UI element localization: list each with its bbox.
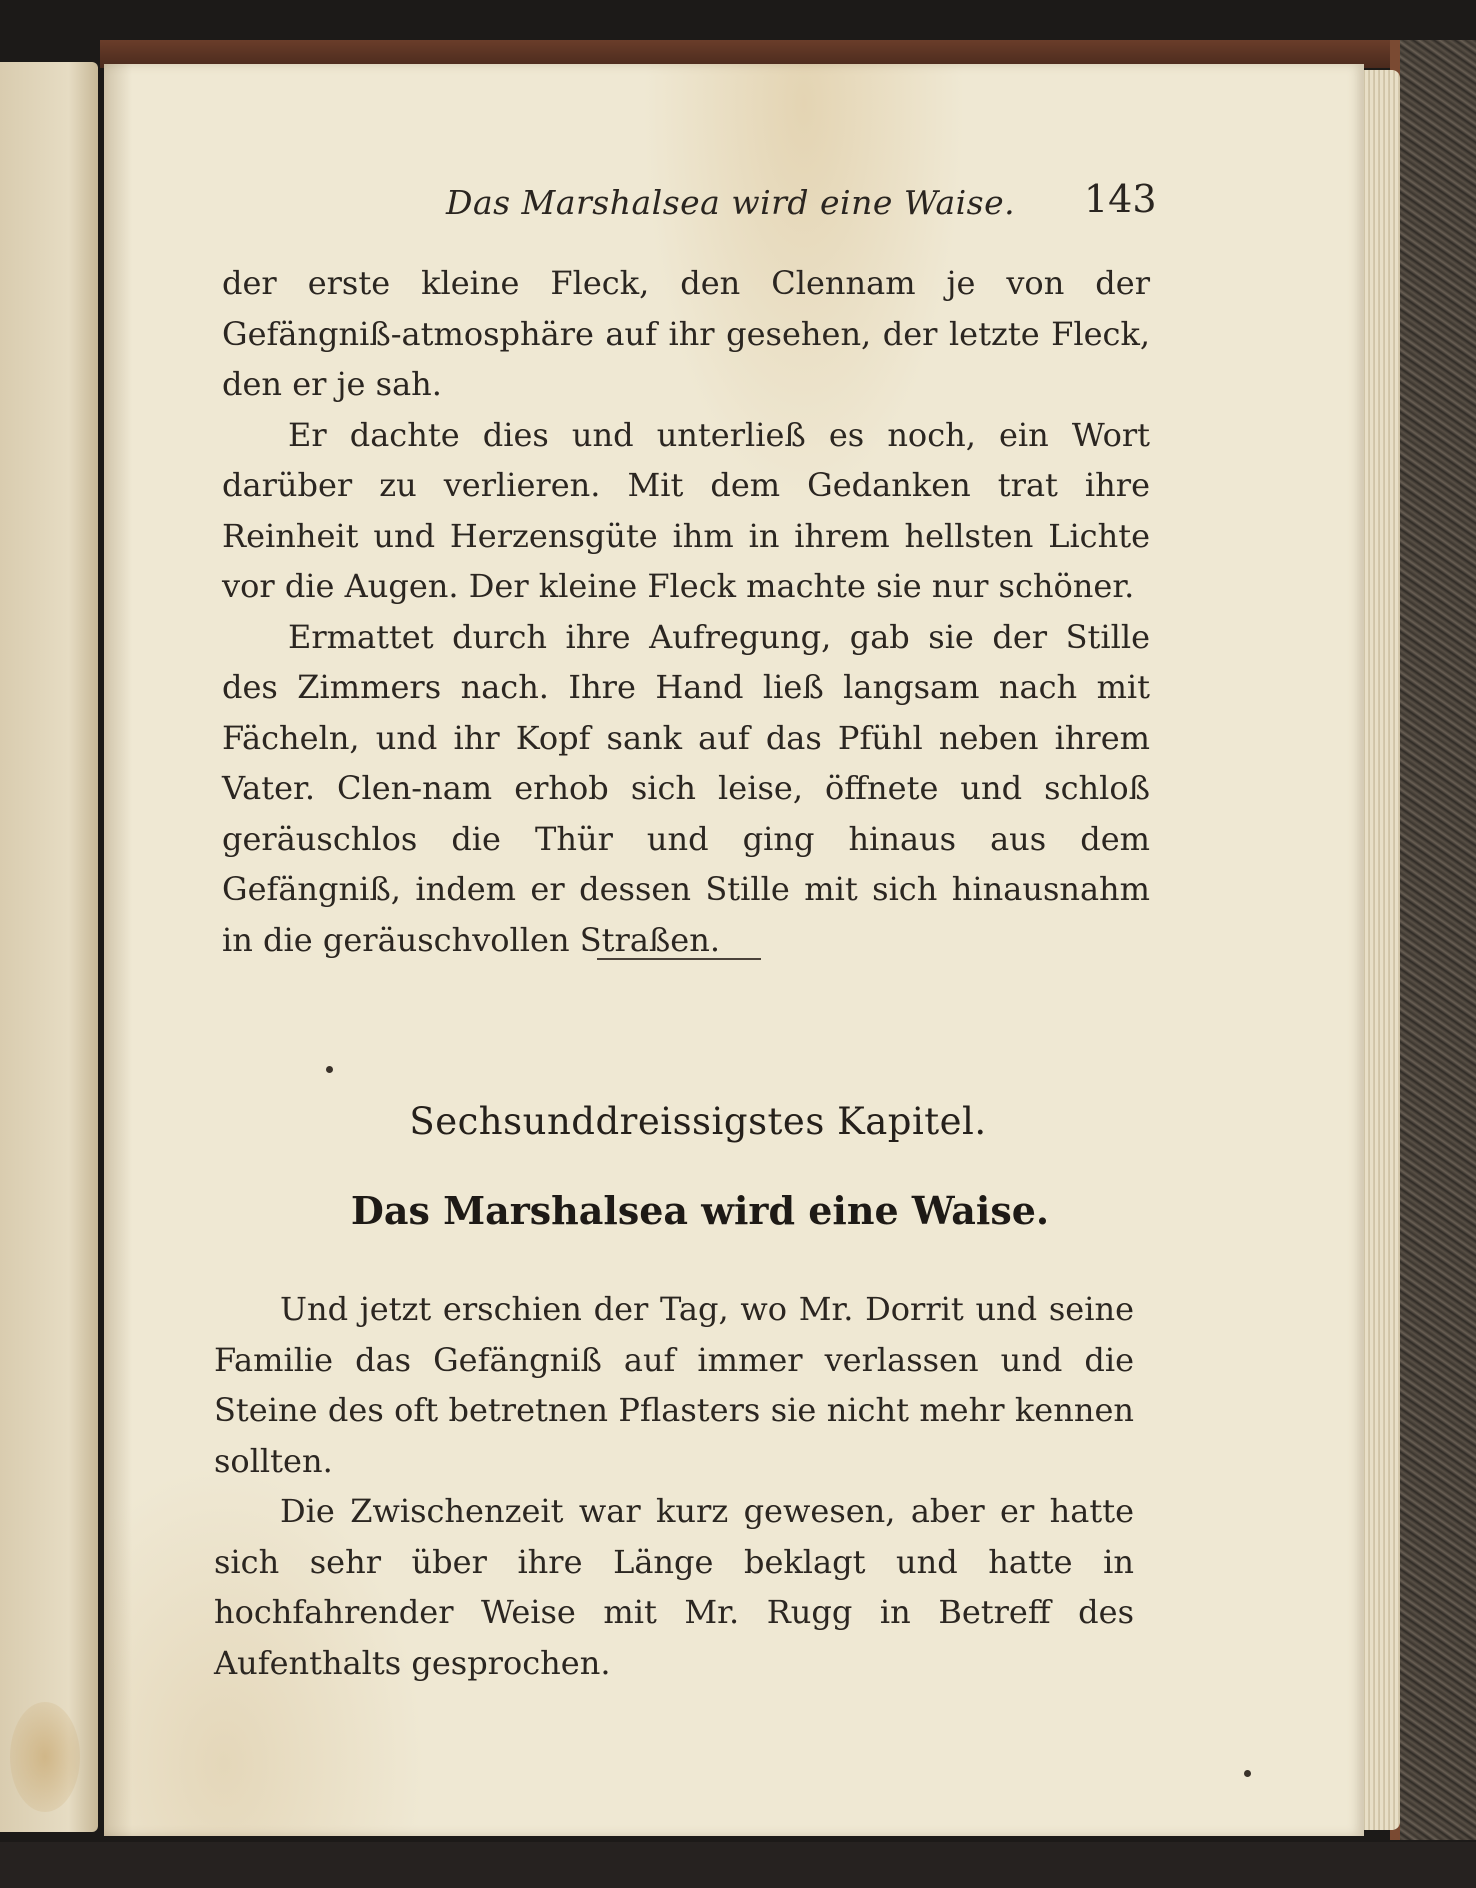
book-cover-bottom-edge: [0, 1842, 1476, 1888]
section-divider-rule: [597, 958, 761, 960]
book-cover-right-edge: [1390, 40, 1476, 1840]
water-stain: [10, 1702, 80, 1812]
running-head: Das Marshalsea wird eine Waise.: [446, 183, 1016, 222]
paragraph-continued: der erste kleine Fleck, den Clennam je von der Gefängniß-atmosphäre auf ihr gesehen, der letzte Fleck, den er je sah.: [222, 264, 1150, 403]
page-number: 143: [1084, 177, 1157, 221]
paper-speck: [1244, 1770, 1251, 1777]
paragraph: Die Zwischenzeit war kurz gewesen, aber er hatte sich sehr über ihre Länge beklagt und hatte in hochfahrender Weise mit Mr. Rugg in Betreff des Aufenthalts gesprochen.: [214, 1492, 1134, 1682]
text-block-chapter-start: [214, 1284, 1134, 1688]
paragraph: Und jetzt erschien der Tag, wo Mr. Dorrit und seine Familie das Gefängniß auf immer verlassen und die Steine des oft betretnen Pflasters sie nicht mehr kennen sollten.: [214, 1290, 1134, 1480]
chapter-title-heading: Das Marshalsea wird eine Waise.: [350, 1188, 1050, 1233]
paragraph: Er dachte dies und unterließ es noch, ein Wort darüber zu verlieren. Mit dem Gedanken trat ihre Reinheit und Herzensgüte ihm in ihrem hellsten Lichte vor die Augen. Der kleine Fleck machte sie nur schöner.: [222, 415, 1150, 605]
page-header: [346, 173, 1157, 233]
paragraph: Ermattet durch ihre Aufregung, gab sie der Stille des Zimmers nach. Ihre Hand ließ langsam nach mit Fächeln, und ihr Kopf sank auf das Pfühl neben ihrem Vater. Clen-nam erhob sich leise, öffnete und schloß geräuschlos die Thür und ging hinaus aus dem Gefängniß, indem er dessen Stille mit sich hinausnahm in die geräuschvollen Straßen.: [222, 617, 1150, 959]
chapter-number-heading: Sechsunddreissigstes Kapitel.: [409, 1100, 987, 1143]
page-stack-edges: [1360, 70, 1400, 1830]
paper-speck: [326, 1066, 333, 1073]
facing-page-left: [0, 62, 98, 1832]
text-block-top: [222, 258, 1150, 965]
